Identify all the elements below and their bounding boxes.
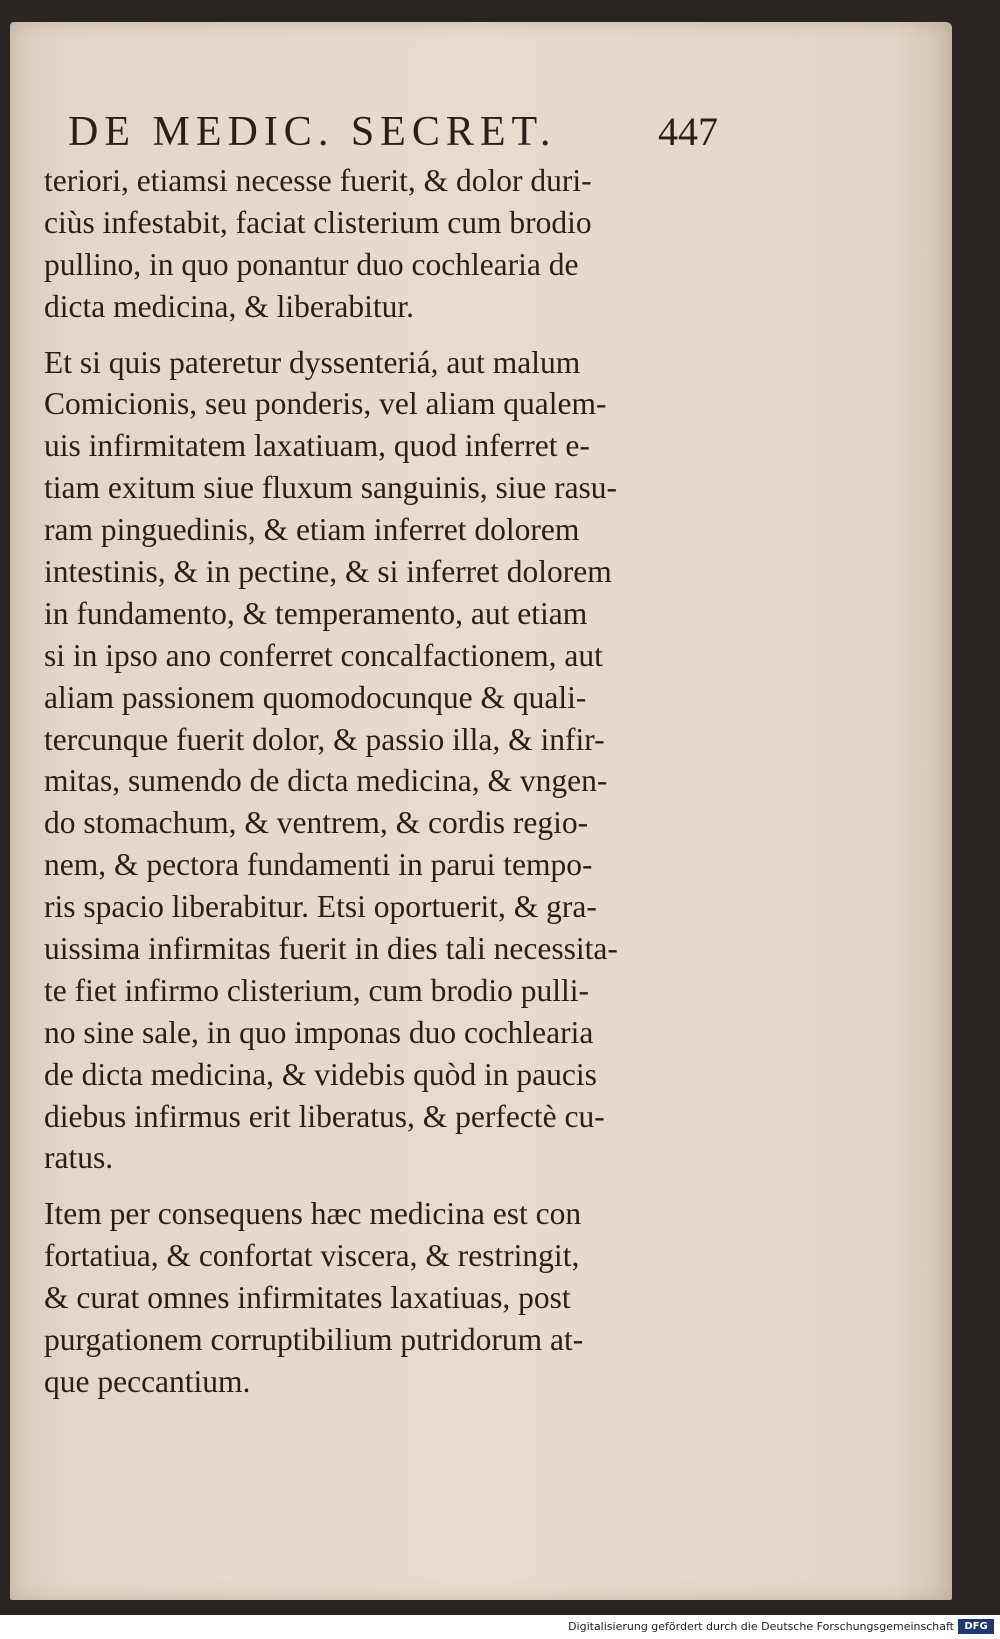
text-line: tercunque fuerit dolor, & passio illa, & infir-	[44, 721, 605, 757]
text-line: in fundamento, & temperamento, aut etiam	[44, 595, 588, 631]
text-line: Et si quis pateretur dyssenteriá, aut malum	[44, 344, 581, 380]
text-line: tiam exitum siue fluxum sanguinis, siue rasu-	[44, 470, 618, 506]
text-line: teriori, etiamsi necesse fuerit, & dolor duri-	[44, 163, 592, 198]
text-line: no sine sale, in quo imponas duo cochlearia	[44, 1014, 594, 1050]
text-line: intestinis, & in pectine, & si inferret dolorem	[44, 554, 612, 590]
text-line: uissima infirmitas fuerit in dies tali necessita-	[44, 931, 618, 967]
text-line: ram pinguedinis, & etiam inferret dolorem	[44, 512, 580, 548]
text-line: de dicta medicina, & videbis quòd in paucis	[44, 1056, 597, 1092]
text-line: fortatiua, & confortat viscera, & restringit,	[44, 1238, 580, 1274]
text-line: te fiet infirmo clisterium, cum brodio pulli-	[44, 972, 590, 1008]
text-line: mitas, sumendo de dicta medicina, & vngen-	[44, 763, 608, 799]
page-header	[58, 108, 718, 158]
text-line: aliam passionem quomodocunque & quali-	[44, 679, 587, 715]
text-line: ris spacio liberabitur. Etsi oportuerit, & gra-	[44, 889, 597, 925]
text-line: Comicionis, seu ponderis, vel aliam qualem-	[44, 386, 607, 422]
digitization-credit: Digitalisierung gefördert durch die Deutsche Forschungsgemeinschaft	[568, 1620, 954, 1633]
text-line: nem, & pectora fundamenti in parui tempo-	[44, 847, 593, 883]
text-line: si in ipso ano conferret concalfactionem, aut	[44, 637, 603, 673]
text-line: pullino, in quo ponantur duo cochlearia de	[44, 246, 579, 282]
text-line: ratus.	[44, 1140, 114, 1176]
page-number: 447	[658, 109, 718, 154]
body-text	[44, 160, 734, 1403]
text-line: purgationem corruptibilium putridorum at-	[44, 1322, 584, 1358]
text-line: que peccantium.	[44, 1363, 251, 1399]
text-line: diebus infirmus erit liberatus, & perfectè cu-	[44, 1098, 605, 1134]
running-title: DE MEDIC. SECRET.	[68, 109, 557, 155]
text-line: do stomachum, & ventrem, & cordis regio-	[44, 805, 589, 841]
paragraph-gap	[44, 1179, 734, 1193]
text-line: Item per consequens hæc medicina est con	[44, 1196, 582, 1232]
dfg-logo: DFG	[958, 1619, 994, 1634]
text-line: dicta medicina, & liberabitur.	[44, 288, 415, 324]
text-line: & curat omnes infirmitates laxatiuas, post	[44, 1280, 571, 1316]
paragraph-gap	[44, 328, 734, 342]
text-line: uis infirmitatem laxatiuam, quod inferret e-	[44, 428, 590, 464]
text-line: ciùs infestabit, faciat clisterium cum brodio	[44, 204, 592, 240]
